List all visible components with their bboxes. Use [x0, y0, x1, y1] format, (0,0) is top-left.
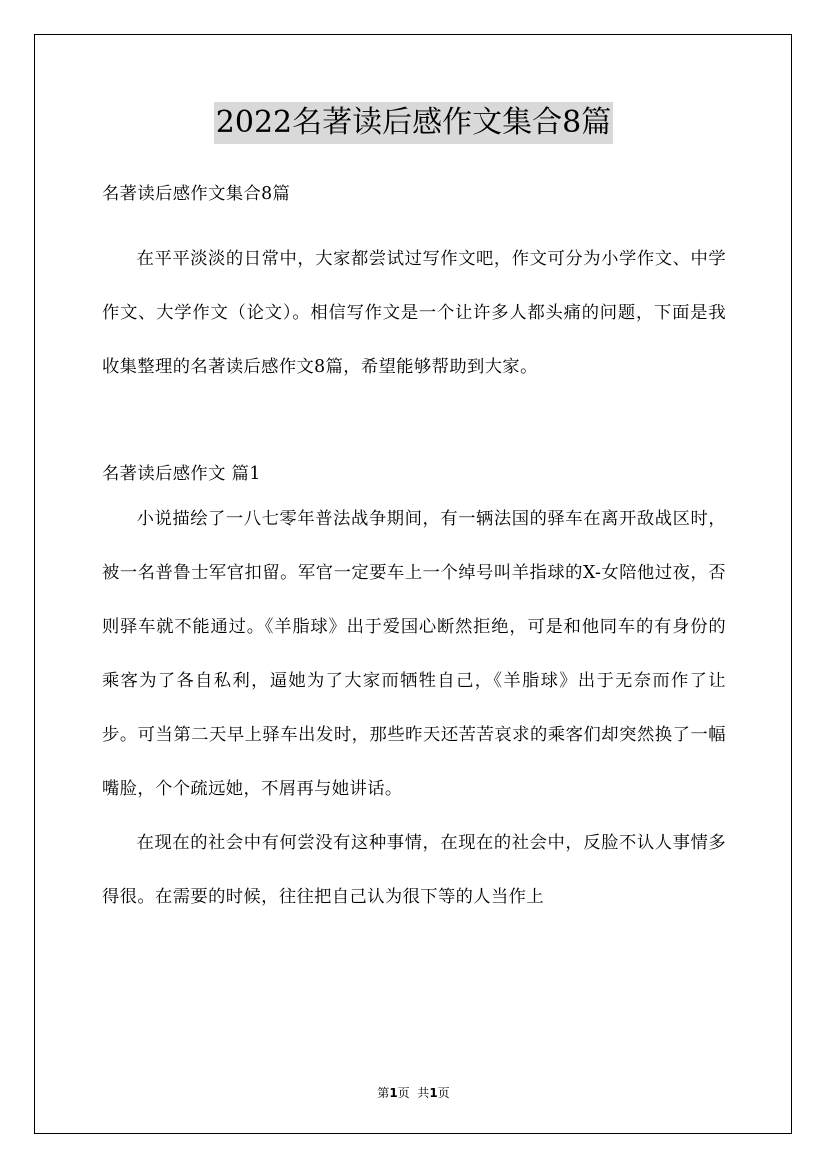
- footer-page-current: 1: [389, 1086, 398, 1100]
- intro-heading[interactable]: 名著读后感作文集合8篇: [102, 184, 291, 204]
- footer-mid: 页 共: [397, 1086, 430, 1100]
- footer-prefix: 第: [377, 1086, 390, 1100]
- section-heading[interactable]: 名著读后感作文 篇1: [102, 464, 261, 484]
- spacer: [102, 394, 726, 448]
- body-paragraph[interactable]: 在现在的社会中有何尝没有这种事情，在现在的社会中，反脸不认人事情多得很。在需要的时候，往往把自己认为很下等的人当作上: [102, 833, 726, 907]
- document-title[interactable]: 2022名著读后感作文集合8篇: [214, 102, 613, 144]
- spacer: [102, 212, 726, 232]
- intro-paragraph[interactable]: 在平平淡淡的日常中，大家都尝试过写作文吧，作文可分为小学作文、中学作文、大学作文（论文）。相信写作文是一个让许多人都头痛的问题，下面是我收集整理的名著读后感作文8篇，希望能够帮助到大家。: [102, 249, 726, 377]
- title-container: [0, 102, 827, 144]
- footer-page-total: 1: [429, 1086, 438, 1100]
- document-body: [102, 176, 726, 924]
- body-paragraph[interactable]: 小说描绘了一八七零年普法战争期间，有一辆法国的驿车在离开敌战区时，被一名普鲁士军官扣留。军官一定要车上一个绰号叫羊指球的X-女陪他过夜，否则驿车就不能通过。《羊脂球》出于爱国心断然拒绝，可是和他同车的有身份的乘客为了各自私利，逼她为了大家而牺牲自己，《羊脂球》出于无奈而作了让步。可当第二天早上驿车出发时，那些昨天还苦苦哀求的乘客们却突然换了一幅嘴脸，个个疏远她，不屑再与她讲话。: [102, 509, 726, 799]
- page-footer: [0, 1084, 827, 1101]
- footer-suffix: 页: [437, 1086, 450, 1100]
